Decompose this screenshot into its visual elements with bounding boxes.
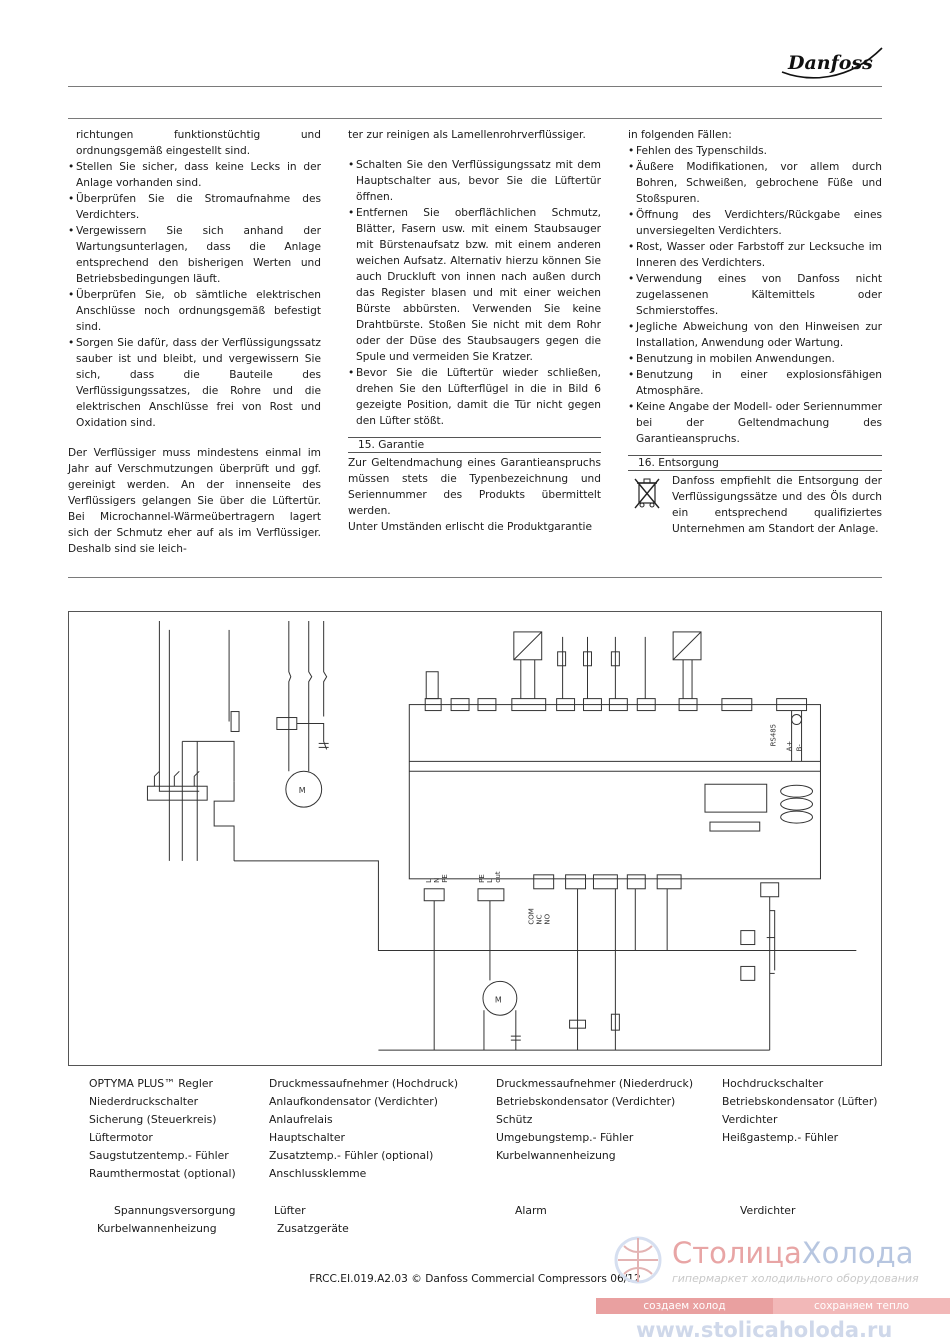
left-paragraph: Der Verflüssiger muss mindestens einmal im Jahr auf Verschmutzungen überprüft und ggf. gereinigt werden. An der innenseite des Verflüssigers gelangen Sie über die Lüftertür. Bei Microchannel-Wärmeübertragern lagert sich der Schmutz eher auf als im Verflüssiger. Deshalb sind sie leich- — [68, 447, 321, 555]
l-label: L — [425, 878, 434, 883]
legend-column-2 — [269, 1075, 458, 1183]
garantie-text: Zur Geltendmachung eines Garantieanspruchs müssen stets die Typenbezeichnung und Seriennummer des Produkts übermittelt werden. — [348, 457, 601, 517]
garantie-text-2: Unter Umständen erlischt die Produktgarantie — [348, 521, 592, 533]
list-item: • Jegliche Abweichung von den Hinweisen zur Installation, Anwendung oder Wartung. — [628, 319, 882, 351]
watermark-bar-right: сохраняем тепло — [773, 1298, 950, 1314]
text-column-left — [68, 127, 321, 557]
legend-item: Zusatztemp.- Fühler (optional) — [269, 1149, 434, 1162]
svg-text:M: M — [298, 786, 306, 796]
n-label: N — [433, 877, 442, 883]
svg-text:M: M — [494, 995, 502, 1005]
no-label: NO — [543, 913, 552, 925]
watermark-subtitle: гипермаркет холодильного оборудования — [672, 1272, 919, 1285]
entsorgung-text: Danfoss empfiehlt die Entsorgung der Verflüssigungssätze und des Öls durch ein entsprechend qualifiziertes Unternehmen am Standort der Anlage. — [672, 475, 882, 535]
legend-column-3 — [496, 1075, 693, 1165]
section-heading-garantie: 15. Garantie — [348, 437, 601, 453]
list-item: • Schalten Sie den Verflüssigungssatz mit dem Hauptschalter aus, bevor Sie die Lüftertür öffnen. — [348, 157, 601, 205]
nc-label: NC — [535, 914, 544, 925]
legend-item: Niederdruckschalter — [89, 1095, 199, 1108]
l2-label: L — [485, 878, 494, 883]
page-footer: FRCC.EI.019.A2.03 © Danfoss Commercial Compressors 06/12 — [309, 1273, 641, 1285]
legend-item: Saugstutzentemp.- Fühler — [89, 1149, 229, 1162]
legend-item: Hochdruckschalter — [722, 1077, 824, 1090]
right-continuation: in folgenden Fällen: — [628, 129, 732, 141]
brand-name: Danfoss — [788, 52, 873, 74]
legend-column-4 — [722, 1075, 877, 1147]
list-item: • Verwendung eines von Danfoss nicht zugelassenen Kältemittels oder Schmierstoffes. — [628, 271, 882, 319]
text-column-right — [628, 127, 882, 537]
legend-item: Raumthermostat (optional) — [89, 1167, 236, 1180]
list-item: • Benutzung in mobilen Anwendungen. — [628, 351, 882, 367]
watermark-title-b: Холода — [801, 1236, 914, 1270]
watermark-title — [672, 1236, 914, 1270]
legend-item: Umgebungstemp.- Fühler — [496, 1131, 634, 1144]
left-bullet-list — [68, 159, 321, 431]
b-minus-label: B- — [795, 744, 804, 752]
legend-item: Kurbelwannenheizung — [496, 1149, 616, 1162]
right-bullet-list — [628, 143, 882, 447]
header-rule — [68, 86, 882, 87]
list-item: • Überprüfen Sie die Stromaufnahme des Verdichters. — [68, 191, 321, 223]
list-item: • Überprüfen Sie, ob sämtliche elektrischen Anschlüsse noch ordnungsgemäß befestigt sind. — [68, 287, 321, 335]
label-zusatzgeraete: Zusatzgeräte — [277, 1222, 349, 1235]
list-item: • Benutzung in einer explosionsfähigen Atmosphäre. — [628, 367, 882, 399]
list-item: • Stellen Sie sicher, dass keine Lecks in der Anlage vorhanden sind. — [68, 159, 321, 191]
out-label: out — [493, 871, 502, 883]
legend-item: OPTYMA PLUS™ Regler — [89, 1077, 213, 1090]
list-item: • Äußere Modifikationen, vor allem durch Bohren, Schweißen, gebrochene Füße und Stoßspuren. — [628, 159, 882, 207]
top-rule — [68, 118, 882, 119]
list-item: • Sorgen Sie dafür, dass der Verflüssigungssatz sauber ist und bleibt, und vergewissern Sie sich, dass die Bauteile des Verflüssigungssatzes, die Rohre und die elektrischen Anschlüsse frei von Rost und Oxidation sind. — [68, 335, 321, 431]
recycling-bin-icon — [632, 475, 662, 511]
list-item: • Vergewissern Sie sich anhand der Wartungsunterlagen, dass die Anlage entsprechend den bisherigen Werten und Betriebsbedingungen läuft. — [68, 223, 321, 287]
list-item: • Öffnung des Verdichters/Rückgabe eines unversiegelten Verdichters. — [628, 207, 882, 239]
legend-item: Betriebskondensator (Lüfter) — [722, 1095, 878, 1108]
legend-column-1 — [89, 1075, 236, 1183]
legend-item: Sicherung (Steuerkreis) — [89, 1113, 217, 1126]
legend-item: Heißgastemp.- Fühler — [722, 1131, 839, 1144]
com-label: COM — [527, 908, 536, 925]
list-item: • Entfernen Sie oberflächlichen Schmutz, Blätter, Fasern usw. mit einem Staubsauger mit Bürstenaufsatz bzw. mit einem anderen weichen Aufsatz. Alternativ hierzu können Sie auch Druckluft von innen nach außen durch das Register blasen und mit einer weichen Bürste abbürsten. Verwenden Sie keine Drahtbürste. Stoßen Sie nicht mit dem Rohr oder der Düse des Staubsaugers gegen die Spule und vermeiden Sie Kratzer. — [348, 205, 601, 365]
section-heading-entsorgung: 16. Entsorgung — [628, 455, 882, 471]
diagram-top-rule — [68, 577, 882, 578]
list-item: • Rost, Wasser oder Farbstoff zur Lecksuche im Inneren des Verdichters. — [628, 239, 882, 271]
watermark-url: www.stolicaholoda.ru — [636, 1318, 893, 1342]
legend-item: Schütz — [496, 1113, 533, 1126]
legend-item: Anlaufrelais — [269, 1113, 333, 1126]
middle-bullet-list — [348, 157, 601, 429]
pe-label: PE — [441, 874, 450, 883]
text-column-middle — [348, 127, 601, 535]
watermark-title-a: Столица — [672, 1236, 802, 1270]
legend-item: Hauptschalter — [269, 1131, 345, 1144]
pe2-label: PE — [477, 874, 486, 883]
legend-item: Druckmessaufnehmer (Niederdruck) — [496, 1077, 694, 1090]
rs485-label: RS485 — [769, 723, 778, 747]
label-kurbelwannenheizung: Kurbelwannenheizung — [97, 1222, 217, 1235]
watermark-bar — [596, 1298, 950, 1314]
list-item: • Bevor Sie die Lüftertür wieder schließen, drehen Sie den Lüfterflügel in die in Bild 6 gezeigte Position, damit die Tür nicht gegen den Lüfter stößt. — [348, 365, 601, 429]
legend-item: Verdichter — [722, 1113, 778, 1126]
legend-item: Anlaufkondensator (Verdichter) — [269, 1095, 438, 1108]
wiring-diagram — [68, 611, 882, 1066]
legend-item: Lüftermotor — [89, 1131, 153, 1144]
label-alarm: Alarm — [515, 1204, 547, 1217]
legend-item: Druckmessaufnehmer (Hochdruck) — [269, 1077, 459, 1090]
legend-item: Betriebskondensator (Verdichter) — [496, 1095, 676, 1108]
middle-continuation: ter zur reinigen als Lamellenrohrverflüssiger. — [348, 129, 586, 141]
watermark-globe-icon — [612, 1234, 664, 1286]
list-item: • Fehlen des Typenschilds. — [628, 143, 882, 159]
label-spannungsversorgung: Spannungsversorgung — [114, 1204, 236, 1217]
label-verdichter: Verdichter — [740, 1204, 796, 1217]
left-continuation: richtungen funktionstüchtig und ordnungsgemäß eingestellt sind. — [76, 129, 321, 157]
a-plus-label: A+ — [785, 740, 794, 752]
label-luefter: Lüfter — [274, 1204, 306, 1217]
list-item: • Keine Angabe der Modell- oder Seriennummer bei der Geltendmachung des Garantieanspruchs. — [628, 399, 882, 447]
legend-item: Anschlussklemme — [269, 1167, 367, 1180]
danfoss-logo — [778, 42, 888, 84]
watermark-bar-left: создаем холод — [596, 1298, 773, 1314]
